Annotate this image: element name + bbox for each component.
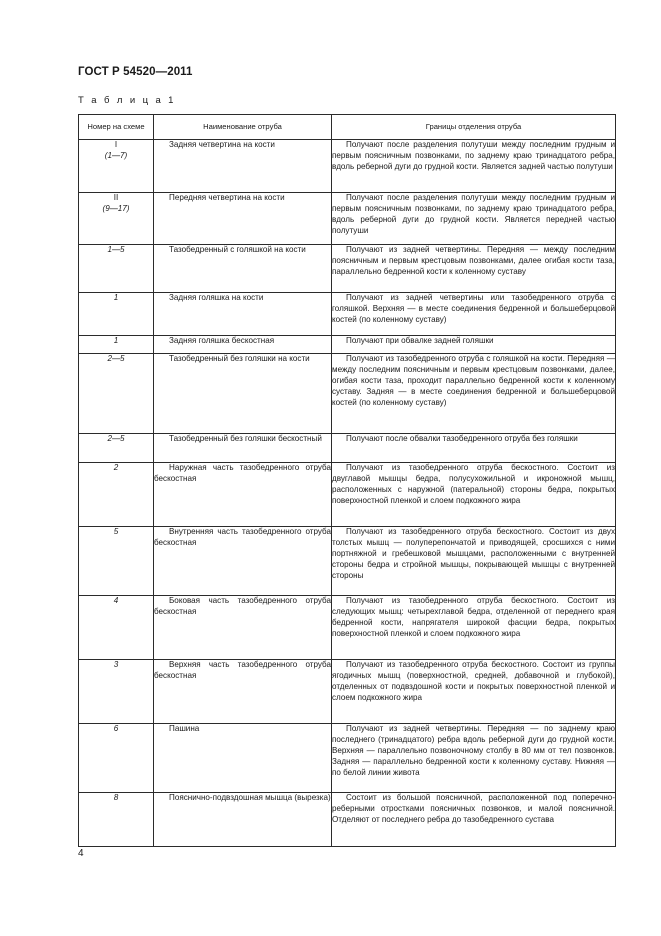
cut-boundaries-cell: [332, 660, 616, 724]
cut-name-cell: [154, 354, 332, 434]
cut-boundaries: Состоит из большой поясничной, расположенной под поперечно-реберными отростками поясничных позвонков, и малой поясничной. Отделяют от последнего ребра до тазобедренного сустава: [332, 793, 615, 824]
table-row: [79, 793, 616, 847]
table-body: [79, 140, 616, 847]
cut-name: Задняя голяшка на кости: [169, 293, 264, 302]
page-number: 4: [78, 848, 84, 859]
cut-number-cell: [79, 336, 154, 354]
cut-name: Боковая часть тазобедренного отруба бескостная: [154, 596, 331, 616]
cut-name-cell: [154, 793, 332, 847]
column-header-name: Наименование отруба: [154, 115, 332, 140]
cut-number-cell: [79, 354, 154, 434]
cut-boundaries-cell: [332, 193, 616, 245]
cut-number-range: (1—7): [104, 150, 128, 160]
cut-number: 2—5: [107, 434, 125, 443]
cut-number-range: (9—17): [102, 203, 130, 213]
cut-number-cell: [79, 596, 154, 660]
cut-boundaries-cell: [332, 140, 616, 193]
table-row: [79, 596, 616, 660]
cut-name-cell: [154, 293, 332, 336]
table-row: [79, 193, 616, 245]
cut-name: Пашина: [169, 724, 200, 733]
cut-name-cell: [154, 527, 332, 596]
cut-name: Задняя голяшка бескостная: [169, 336, 275, 345]
cut-boundaries: Получают из задней четвертины. Передняя — между последним поясничным и первым крестцовым позвонками, далее огибая кости таза, параллельно бедренной кости к коленному суставу: [332, 245, 615, 276]
cut-number: 1: [113, 293, 119, 302]
table-row: [79, 660, 616, 724]
cut-name: Передняя четвертина на кости: [169, 193, 285, 202]
cut-name-cell: [154, 463, 332, 527]
cut-number-cell: [79, 293, 154, 336]
cut-boundaries-cell: [332, 724, 616, 793]
table-row: [79, 140, 616, 193]
standard-header: ГОСТ Р 54520—2011: [78, 66, 193, 78]
cut-name-cell: [154, 724, 332, 793]
table-row: [79, 724, 616, 793]
cut-name-cell: [154, 193, 332, 245]
cut-number: 5: [113, 527, 119, 536]
cut-name-cell: [154, 140, 332, 193]
cut-number-cell: [79, 245, 154, 293]
table-row: [79, 245, 616, 293]
table-row: [79, 434, 616, 463]
cut-name: Наружная часть тазобедренного отруба бескостная: [154, 463, 331, 483]
cut-number-cell: [79, 527, 154, 596]
cut-number-cell: [79, 793, 154, 847]
cut-number-cell: [79, 140, 154, 193]
table-caption: Т а б л и ц а 1: [78, 95, 176, 106]
cut-name: Верхняя часть тазобедренного отруба бескостная: [154, 660, 331, 680]
cut-boundaries-cell: [332, 354, 616, 434]
cut-number: II: [113, 193, 119, 202]
cut-name-cell: [154, 596, 332, 660]
cut-name: Внутренняя часть тазобедренного отруба бескостная: [154, 527, 331, 547]
table-row: [79, 293, 616, 336]
column-header-boundaries: Границы отделения отруба: [332, 115, 616, 140]
cut-boundaries: Получают из тазобедренного отруба бескостного. Состоит из группы ягодичных мышц (поверхностной, средней, добавочной и глубокой), отделенных от подвздошной кости и покрытых поверхностной пленкой и слоем подкожного жира: [332, 660, 615, 702]
cut-number-cell: [79, 434, 154, 463]
cut-number-cell: [79, 660, 154, 724]
cut-boundaries-cell: [332, 596, 616, 660]
cut-number: 6: [113, 724, 119, 733]
cut-name-cell: [154, 245, 332, 293]
cut-boundaries: Получают из тазобедренного отруба бескостного. Состоит из следующих мышц: четырехглавой бедра, отделенной от переднего края бедренной кости, напрягателя широкой фасции бедра, покрытых поверхностной пленкой и слоем подкожного жира: [332, 596, 615, 638]
cut-boundaries: Получают после обвалки тазобедренного отруба без голяшки: [346, 434, 578, 443]
cut-boundaries-cell: [332, 336, 616, 354]
table-row: [79, 527, 616, 596]
cut-boundaries-cell: [332, 245, 616, 293]
cut-boundaries: Получают из задней четвертины. Передняя — по заднему краю последнего (тринадцатого) ребра вдоль реберной дуги до грудной кости. Верхняя — параллельно позвоночному столбу в 80 мм от тел позвонков. Задняя — параллельно бедренной кости к коленному суставу. Нижняя — по белой линии живота: [332, 724, 615, 777]
cut-number: 4: [113, 596, 119, 605]
table-row: [79, 463, 616, 527]
cut-name-cell: [154, 336, 332, 354]
cut-number-cell: [79, 463, 154, 527]
cut-number: 2—5: [107, 354, 125, 363]
cut-boundaries: Получают из тазобедренного отруба с голяшкой на кости. Передняя — между последним поясничным и первым крестцовым позвонками, далее, огибая кости таза, проходит параллельно бедренной кости к коленному суставу. Задняя — в месте соединения бедренной и большеберцовой костей (по коленному суставу): [332, 354, 615, 407]
cut-name-cell: [154, 660, 332, 724]
cut-name: Тазобедренный без голяшки бескостный: [169, 434, 322, 443]
cut-boundaries: Получают при обвалке задней голяшки: [346, 336, 494, 345]
cut-number: 1: [113, 336, 119, 345]
cut-number: 8: [113, 793, 119, 802]
table-row: [79, 354, 616, 434]
cut-number: I: [114, 140, 118, 149]
cut-number: 1—5: [107, 245, 125, 254]
cut-boundaries-cell: [332, 527, 616, 596]
cut-boundaries-cell: [332, 463, 616, 527]
cut-name: Тазобедренный с голяшкой на кости: [169, 245, 306, 254]
cut-name-cell: [154, 434, 332, 463]
cut-name: Задняя четвертина на кости: [169, 140, 275, 149]
column-header-number: Номер на схеме: [79, 115, 154, 140]
cut-boundaries-cell: [332, 434, 616, 463]
cut-boundaries-cell: [332, 293, 616, 336]
cut-boundaries-cell: [332, 793, 616, 847]
cut-boundaries: Получают из тазобедренного отруба бескостного. Состоит из двух толстых мышц — полуперепончатой и приводящей, сросшихся с ними портняжной и гребешковой мышцами, расположенными с внутренней стороны бедра и стройной мышцы, покрывающей мышцы с внутренней стороны: [332, 527, 615, 580]
cuts-table: [78, 114, 616, 847]
cut-number: 2: [113, 463, 119, 472]
cut-boundaries: Получают после разделения полутуши между последним грудным и первым поясничным позвонками, по заднему краю тринадцатого ребра, вдоль реберной дуги до грудной кости. Является задней частью полутуши: [332, 140, 615, 171]
cut-name: Тазобедренный без голяшки на кости: [169, 354, 310, 363]
cut-boundaries: Получают из задней четвертины или тазобедренного отруба с голяшкой. Верхняя — в месте соединения бедренной и большеберцовой костей (по коленному суставу): [332, 293, 615, 324]
cut-number: 3: [113, 660, 119, 669]
cut-boundaries: Получают после разделения полутуши между последним грудным и первым поясничным позвонками, по заднему краю тринадцатого ребра, вдоль реберной дуги до грудной кости. Является передней частью полутуши: [332, 193, 615, 235]
cut-number-cell: [79, 193, 154, 245]
cut-name: Пояснично-подвздошная мышца (вырезка): [169, 793, 331, 802]
table-row: [79, 336, 616, 354]
cut-boundaries: Получают из тазобедренного отруба бескостного. Состоит из двуглавой мышцы бедра, полусухожильной и икроножной мышц, расположенных с наружной (патеральной) стороны бедра, покрытых поверхностной пленкой и слоем подкожного жира: [332, 463, 615, 505]
table-header-row: [79, 115, 616, 140]
cut-number-cell: [79, 724, 154, 793]
